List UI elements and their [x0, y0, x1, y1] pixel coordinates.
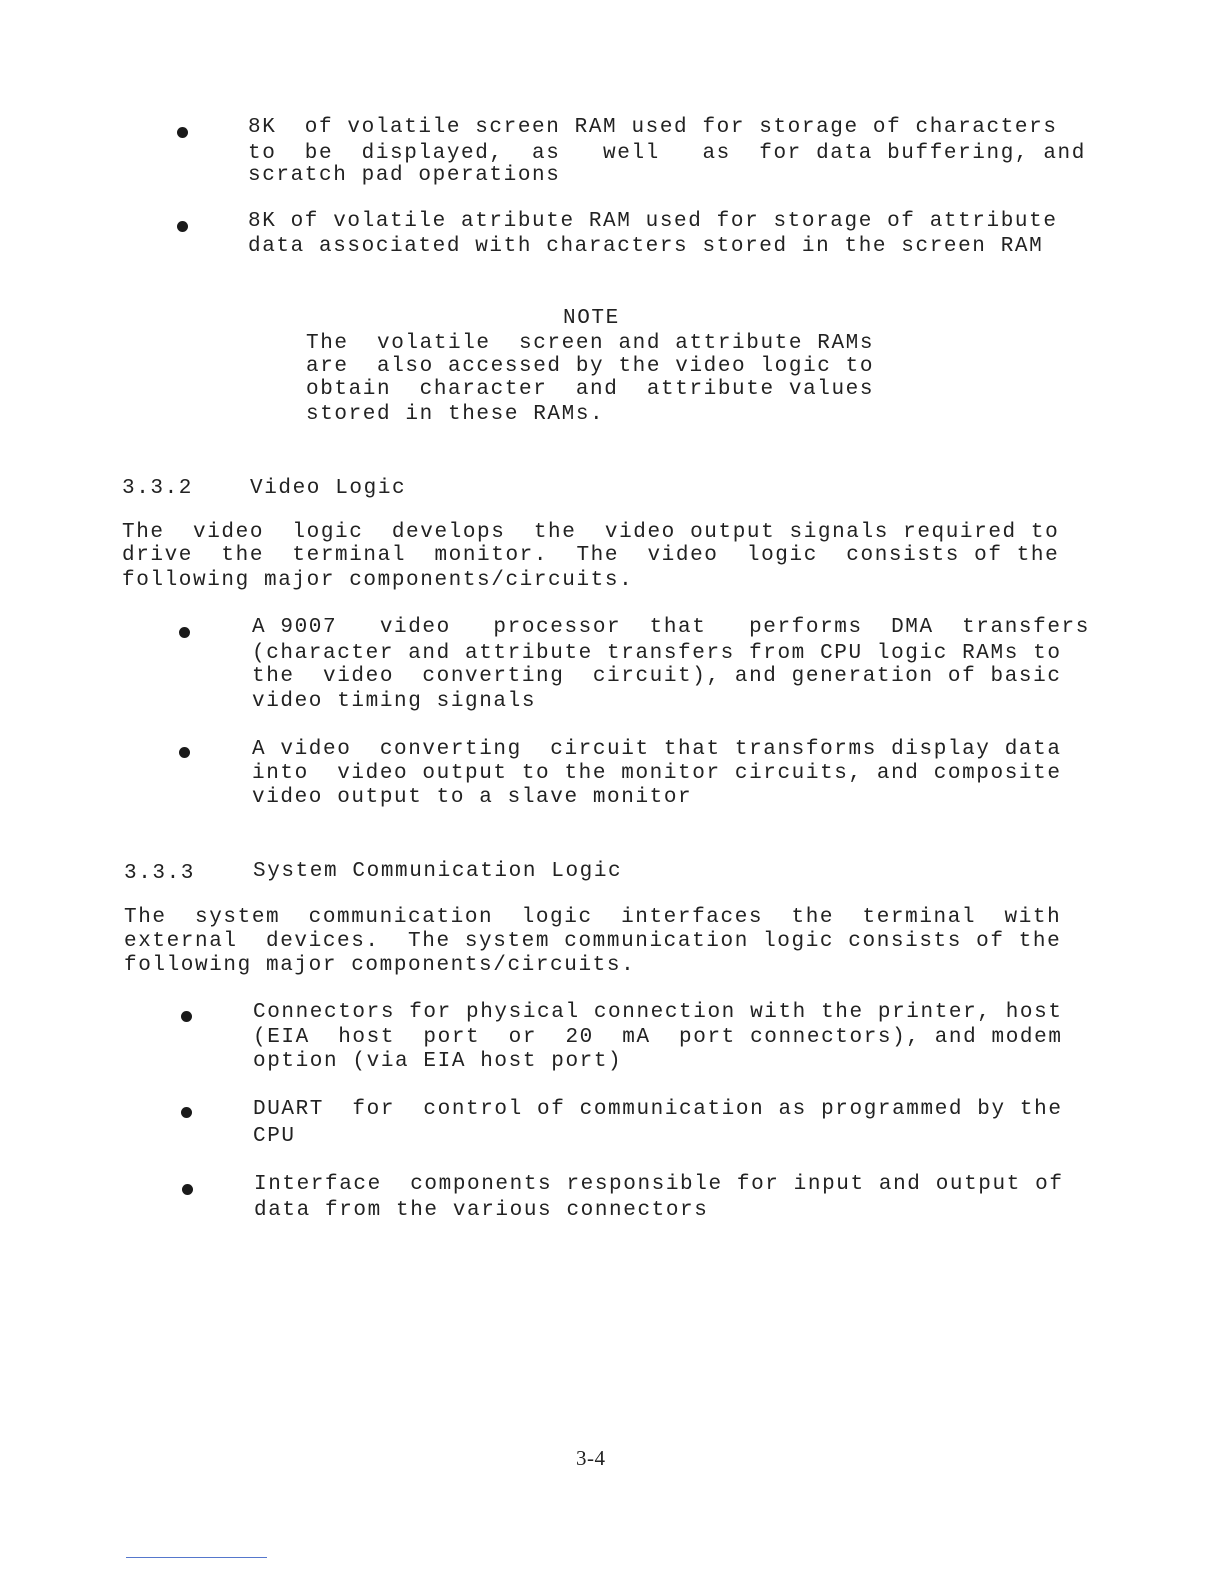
text-line: Connectors for physical connection with the printer, host: [253, 1001, 1063, 1024]
text-line: video output to a slave monitor: [252, 786, 693, 809]
text-line: 8K of volatile atribute RAM used for storage of attribute: [248, 210, 1058, 233]
text-line: (character and attribute transfers from CPU logic RAMs to: [252, 642, 1062, 665]
text-line: to be displayed, as well as for data buffering, and: [248, 142, 1086, 165]
section-title: System Communication Logic: [253, 860, 623, 883]
note-line: obtain character and attribute values: [306, 378, 875, 401]
text-line: option (via EIA host port): [253, 1050, 623, 1073]
bullet-dot: [179, 747, 190, 758]
paragraph-line: drive the terminal monitor. The video logic consists of the: [122, 544, 1060, 567]
text-line: scratch pad operations: [248, 164, 561, 187]
page-number: 3-4: [576, 1446, 606, 1470]
bullet-dot: [179, 627, 190, 638]
text-line: Interface components responsible for input and output of: [254, 1173, 1064, 1196]
text-line: the video converting circuit), and generation of basic: [252, 665, 1062, 688]
bullet-dot: [177, 221, 188, 232]
text-line: DUART for control of communication as programmed by the: [253, 1098, 1063, 1121]
bullet-dot: [177, 127, 188, 138]
text-line: CPU: [253, 1125, 296, 1148]
text-line: (EIA host port or 20 mA port connectors), and modem: [253, 1026, 1063, 1049]
paragraph-line: The video logic develops the video output signals required to: [122, 521, 1060, 544]
paragraph-line: external devices. The system communication logic consists of the: [124, 930, 1062, 953]
paragraph-line: following major components/circuits.: [124, 954, 636, 977]
note-line: The volatile screen and attribute RAMs: [306, 332, 875, 355]
note-heading: NOTE: [563, 307, 620, 330]
paragraph-line: The system communication logic interfaces the terminal with: [124, 906, 1062, 929]
bullet-dot: [181, 1107, 192, 1118]
bullet-dot: [182, 1184, 193, 1195]
text-line: video timing signals: [252, 690, 537, 713]
text-line: data from the various connectors: [254, 1199, 709, 1222]
text-line: data associated with characters stored in the screen RAM: [248, 235, 1044, 258]
note-line: stored in these RAMs.: [306, 403, 605, 426]
section-number: 3.3.2: [122, 477, 194, 500]
text-line: into video output to the monitor circuits, and composite: [252, 762, 1062, 785]
text-line: A 9007 video processor that performs DMA transfers: [252, 616, 1090, 639]
section-title: Video Logic: [250, 477, 407, 500]
bullet-dot: [181, 1011, 192, 1022]
note-line: are also accessed by the video logic to: [306, 355, 875, 378]
text-line: A video converting circuit that transforms display data: [252, 738, 1062, 761]
text-line: 8K of volatile screen RAM used for storage of characters: [248, 116, 1058, 139]
section-number: 3.3.3: [124, 862, 196, 885]
bottom-rule: [126, 1557, 267, 1558]
paragraph-line: following major components/circuits.: [122, 569, 634, 592]
